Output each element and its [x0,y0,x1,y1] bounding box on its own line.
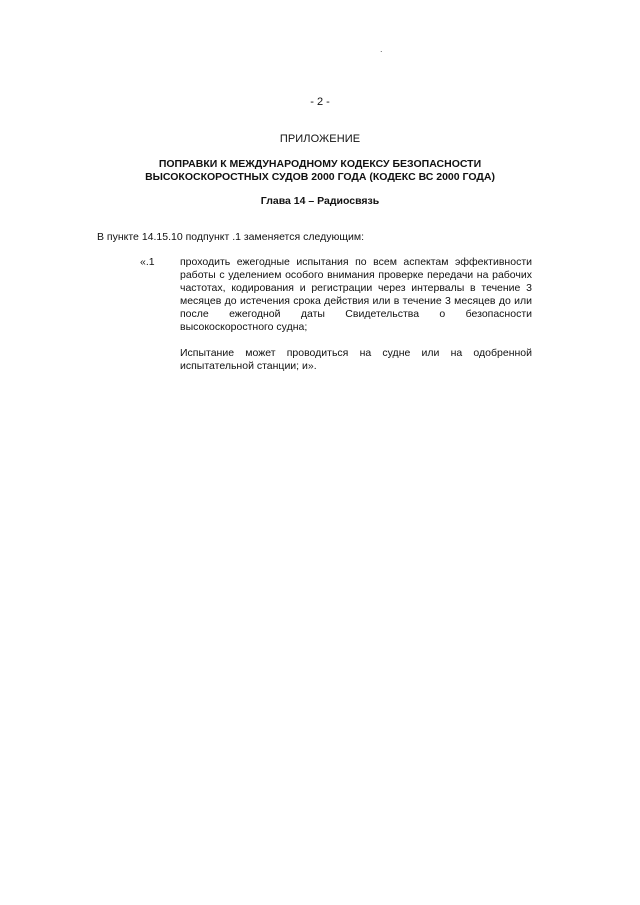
stray-mark: . [380,44,383,54]
annex-title: ПРИЛОЖЕНИЕ [279,133,361,145]
main-heading [0,158,640,184]
item-body [180,256,532,386]
page-number: - 2 - [310,96,330,108]
intro-paragraph: В пункте 14.15.10 подпункт .1 заменяется следующим: [97,231,364,243]
main-heading-line-2: ВЫСОКОСКОРОСТНЫХ СУДОВ 2000 ГОДА (КОДЕКС ВС 2000 ГОДА) [145,171,495,183]
chapter-heading: Глава 14 – Радиосвязь [260,195,380,207]
item-marker: «.1 [140,256,155,268]
item-paragraph-1: проходить ежегодные испытания по всем аспектам эффективности работы с уделением особого внимания проверке передачи на рабочих частотах, кодирования и регистрации через интервалы в течение 3 месяцев до истечения срока действия или в течение 3 месяцев до или после ежегодной даты Свидетельства о безопасности высокоскоростного судна; [180,256,532,333]
main-heading-line-1: ПОПРАВКИ К МЕЖДУНАРОДНОМУ КОДЕКСУ БЕЗОПАСНОСТИ [158,158,482,170]
item-paragraph-2: Испытание может проводиться на судне или на одобренной испытательной станции; и». [180,347,532,372]
